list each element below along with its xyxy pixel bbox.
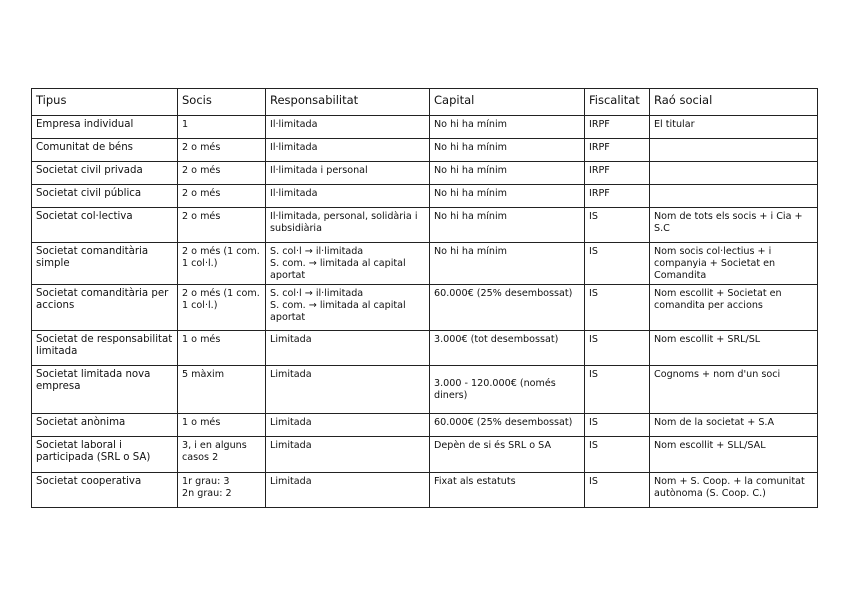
cell-fiscalitat: IS bbox=[585, 473, 650, 508]
cell-responsabilitat: S. col·l → il·limitada S. com. → limitada al capital aportat bbox=[266, 243, 430, 285]
cell-responsabilitat: Il·limitada bbox=[266, 185, 430, 208]
table-row bbox=[32, 414, 818, 437]
cell-responsabilitat: Il·limitada i personal bbox=[266, 162, 430, 185]
cell-socis: 1 o més bbox=[178, 414, 266, 437]
header-tipus: Tipus bbox=[32, 89, 178, 116]
header-responsabilitat: Responsabilitat bbox=[266, 89, 430, 116]
cell-capital: Depèn de si és SRL o SA bbox=[430, 437, 585, 473]
table-row bbox=[32, 116, 818, 139]
table-row bbox=[32, 139, 818, 162]
cell-fiscalitat: IRPF bbox=[585, 116, 650, 139]
cell-responsabilitat: Limitada bbox=[266, 366, 430, 414]
cell-capital: No hi ha mínim bbox=[430, 116, 585, 139]
cell-socis: 2 o més (1 com. 1 col·l.) bbox=[178, 285, 266, 331]
cell-tipus: Societat laboral i participada (SRL o SA) bbox=[32, 437, 178, 473]
header-socis: Socis bbox=[178, 89, 266, 116]
cell-fiscalitat: IS bbox=[585, 331, 650, 366]
cell-responsabilitat: S. col·l → il·limitada S. com. → limitada al capital aportat bbox=[266, 285, 430, 331]
cell-rao-social: Nom escollit + SRL/SL bbox=[650, 331, 818, 366]
cell-responsabilitat: Limitada bbox=[266, 473, 430, 508]
cell-socis: 1r grau: 3 2n grau: 2 bbox=[178, 473, 266, 508]
header-row bbox=[32, 89, 818, 116]
cell-responsabilitat: Il·limitada bbox=[266, 139, 430, 162]
cell-capital: 3.000€ (tot desembossat) bbox=[430, 331, 585, 366]
cell-fiscalitat: IRPF bbox=[585, 185, 650, 208]
cell-tipus: Comunitat de béns bbox=[32, 139, 178, 162]
cell-rao-social: Nom de la societat + S.A bbox=[650, 414, 818, 437]
table-row bbox=[32, 437, 818, 473]
cell-socis: 2 o més bbox=[178, 208, 266, 243]
cell-capital: Fixat als estatuts bbox=[430, 473, 585, 508]
cell-capital: No hi ha mínim bbox=[430, 139, 585, 162]
cell-rao-social: Nom socis col·lectius + i companyia + Societat en Comandita bbox=[650, 243, 818, 285]
table-row bbox=[32, 331, 818, 366]
cell-socis: 2 o més bbox=[178, 162, 266, 185]
table-row bbox=[32, 243, 818, 285]
cell-socis: 1 bbox=[178, 116, 266, 139]
cell-fiscalitat: IS bbox=[585, 243, 650, 285]
cell-socis: 2 o més bbox=[178, 185, 266, 208]
cell-rao-social: Nom + S. Coop. + la comunitat autònoma (S. Coop. C.) bbox=[650, 473, 818, 508]
table-body bbox=[32, 116, 818, 508]
cell-socis: 1 o més bbox=[178, 331, 266, 366]
cell-capital: No hi ha mínim bbox=[430, 243, 585, 285]
header-fiscalitat: Fiscalitat bbox=[585, 89, 650, 116]
cell-fiscalitat: IS bbox=[585, 285, 650, 331]
cell-responsabilitat: Il·limitada bbox=[266, 116, 430, 139]
header-capital: Capital bbox=[430, 89, 585, 116]
table-row bbox=[32, 208, 818, 243]
cell-rao-social: Nom de tots els socis + i Cia + S.C bbox=[650, 208, 818, 243]
cell-capital: 60.000€ (25% desembossat) bbox=[430, 285, 585, 331]
cell-tipus: Societat de responsabilitat limitada bbox=[32, 331, 178, 366]
cell-tipus: Societat comanditària per accions bbox=[32, 285, 178, 331]
cell-rao-social bbox=[650, 185, 818, 208]
table-row bbox=[32, 162, 818, 185]
header-rao-social: Raó social bbox=[650, 89, 818, 116]
cell-tipus: Societat civil pública bbox=[32, 185, 178, 208]
cell-fiscalitat: IS bbox=[585, 414, 650, 437]
cell-rao-social: El titular bbox=[650, 116, 818, 139]
cell-fiscalitat: IRPF bbox=[585, 162, 650, 185]
company-types-table bbox=[31, 88, 818, 508]
table-row bbox=[32, 285, 818, 331]
cell-rao-social bbox=[650, 162, 818, 185]
cell-socis: 3, i en alguns casos 2 bbox=[178, 437, 266, 473]
cell-tipus: Societat anònima bbox=[32, 414, 178, 437]
cell-tipus: Societat comanditària simple bbox=[32, 243, 178, 285]
cell-fiscalitat: IS bbox=[585, 366, 650, 414]
cell-responsabilitat: Limitada bbox=[266, 437, 430, 473]
cell-responsabilitat: Limitada bbox=[266, 331, 430, 366]
table-row bbox=[32, 473, 818, 508]
cell-tipus: Societat limitada nova empresa bbox=[32, 366, 178, 414]
cell-tipus: Societat cooperativa bbox=[32, 473, 178, 508]
cell-responsabilitat: Il·limitada, personal, solidària i subsidiària bbox=[266, 208, 430, 243]
cell-socis: 5 màxim bbox=[178, 366, 266, 414]
cell-rao-social: Cognoms + nom d'un soci bbox=[650, 366, 818, 414]
cell-tipus: Empresa individual bbox=[32, 116, 178, 139]
cell-tipus: Societat col·lectiva bbox=[32, 208, 178, 243]
cell-socis: 2 o més (1 com. 1 col·l.) bbox=[178, 243, 266, 285]
cell-responsabilitat: Limitada bbox=[266, 414, 430, 437]
cell-rao-social bbox=[650, 139, 818, 162]
table-row bbox=[32, 185, 818, 208]
cell-capital: No hi ha mínim bbox=[430, 208, 585, 243]
table-row bbox=[32, 366, 818, 414]
cell-capital: 60.000€ (25% desembossat) bbox=[430, 414, 585, 437]
cell-fiscalitat: IRPF bbox=[585, 139, 650, 162]
cell-capital: 3.000 - 120.000€ (només diners) bbox=[430, 366, 585, 414]
cell-rao-social: Nom escollit + Societat en comandita per accions bbox=[650, 285, 818, 331]
cell-capital: No hi ha mínim bbox=[430, 185, 585, 208]
cell-fiscalitat: IS bbox=[585, 437, 650, 473]
cell-socis: 2 o més bbox=[178, 139, 266, 162]
cell-capital: No hi ha mínim bbox=[430, 162, 585, 185]
cell-fiscalitat: IS bbox=[585, 208, 650, 243]
cell-rao-social: Nom escollit + SLL/SAL bbox=[650, 437, 818, 473]
cell-tipus: Societat civil privada bbox=[32, 162, 178, 185]
